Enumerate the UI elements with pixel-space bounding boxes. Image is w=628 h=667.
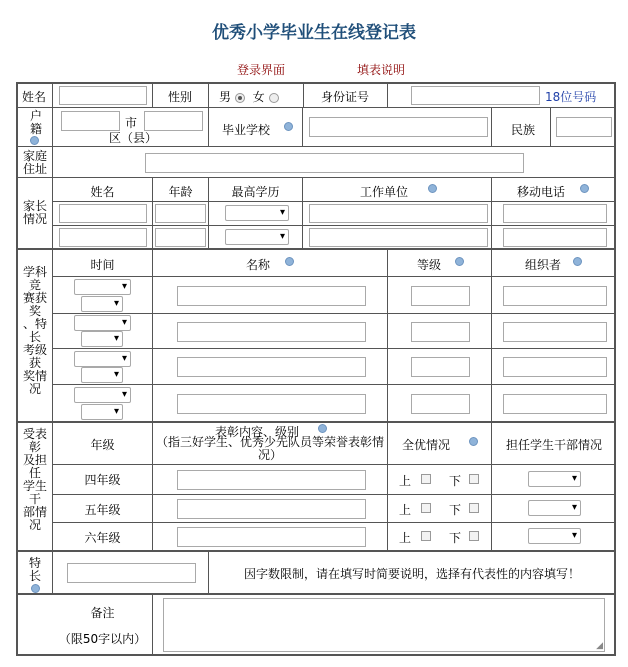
grade6-down-checkbox[interactable] [469,531,479,541]
award1-level-input[interactable] [411,286,470,306]
parent1-mobile-input[interactable] [503,204,607,223]
parent-mobile-header: 移动电话 [517,185,566,199]
workplace-info-icon[interactable] [428,184,437,193]
huji-city-input[interactable] [61,111,120,131]
award2-month-select[interactable] [81,331,123,347]
remarks-textarea[interactable] [163,598,605,652]
award2-year-select[interactable] [74,315,131,331]
remarks-limit: （限50字以内） [58,632,147,646]
specialty-notice: 因字数限制，请在填写时简要说明，选择有代表性的内容填写！ [244,567,581,581]
award3-year-select[interactable] [74,351,131,367]
page-title: 优秀小学毕业生在线登记表 [212,23,416,43]
parent2-workplace-input[interactable] [309,228,488,247]
grade4-honor-input[interactable] [177,470,366,490]
grade6-honor-input[interactable] [177,527,366,547]
award-level-info-icon[interactable] [455,257,464,266]
award2-name-input[interactable] [177,322,366,342]
award-organizer-header: 组织者 [525,258,562,272]
parent1-education-select[interactable] [225,205,289,221]
parent1-age-input[interactable] [155,204,206,223]
excellence-header: 全优情况 [402,438,451,452]
huji-info-icon[interactable] [30,136,39,145]
resize-handle-icon[interactable]: ◢ [596,641,603,651]
award-organizer-info-icon[interactable] [573,257,582,266]
parent-name-header: 姓名 [90,185,115,199]
parent1-workplace-input[interactable] [309,204,488,223]
specialty-input[interactable] [67,563,196,583]
id-number-input[interactable] [411,86,540,105]
excellence-info-icon[interactable] [469,437,478,446]
parent2-name-input[interactable] [59,228,147,247]
award-level-header: 等级 [417,258,442,272]
parent2-age-input[interactable] [155,228,206,247]
parent-education-header: 最高学历 [231,185,280,199]
ethnicity-input[interactable] [556,117,612,137]
honor-content-info-icon[interactable] [318,424,327,433]
honor-content-header: 表彰内容、级别 [215,425,300,439]
school-label: 毕业学校 [222,123,271,137]
address-input[interactable] [145,153,524,173]
specialty-info-icon[interactable] [31,584,40,593]
instructions-link[interactable]: 填表说明 [357,63,406,77]
gender-label: 性别 [168,90,193,104]
parent-age-header: 年龄 [168,185,193,199]
award-name-header: 名称 [246,258,271,272]
award1-organizer-input[interactable] [503,286,607,306]
award4-name-input[interactable] [177,394,366,414]
grade5-up-checkbox[interactable] [421,503,431,513]
term-up-label: 上 [399,474,412,488]
grade-label: 六年级 [84,531,121,545]
award3-organizer-input[interactable] [503,357,607,377]
award3-name-input[interactable] [177,357,366,377]
awards-section-label: 学科 竞 赛获 奖 、特 长 考级 获 奖情 况 [22,265,47,396]
award3-level-input[interactable] [411,357,470,377]
parents-section-label: 家长 情况 [22,199,47,226]
award1-year-select[interactable] [74,279,131,295]
grade5-honor-input[interactable] [177,499,366,519]
male-radio[interactable] [235,93,245,103]
specialty-label: 特 长 [28,556,41,583]
remarks-label: 备注 [90,606,115,620]
term-down-label: 下 [449,531,462,545]
id-hint: 18位号码 [545,90,597,104]
id-number-label: 身份证号 [321,90,370,104]
name-label: 姓名 [22,90,47,104]
district-label: 区（县） [109,131,158,145]
grade6-up-checkbox[interactable] [421,531,431,541]
huji-district-input[interactable] [144,111,203,131]
term-up-label: 上 [399,531,412,545]
term-up-label: 上 [399,503,412,517]
award2-level-input[interactable] [411,322,470,342]
school-info-icon[interactable] [284,122,293,131]
grade5-cadre-select[interactable] [528,500,581,516]
cadre-header: 担任学生干部情况 [506,438,603,452]
grade4-up-checkbox[interactable] [421,474,431,484]
address-label: 家庭 住址 [22,149,47,176]
award3-month-select[interactable] [81,367,123,383]
parent2-education-select[interactable] [225,229,289,245]
female-label: 女 [252,90,265,104]
term-down-label: 下 [449,503,462,517]
city-label: 市 [125,116,138,130]
award2-organizer-input[interactable] [503,322,607,342]
term-down-label: 下 [449,474,462,488]
gender-radio-group [219,88,279,105]
award1-name-input[interactable] [177,286,366,306]
honor-grade-header: 年级 [90,438,115,452]
grade-label: 四年级 [84,473,121,487]
school-input[interactable] [309,117,488,137]
honors-section-label: 受表 彰 及担 任 学生 干 部情 况 [22,427,47,532]
award4-level-input[interactable] [411,394,470,414]
award1-month-select[interactable] [81,296,123,312]
parent2-mobile-input[interactable] [503,228,607,247]
award-name-info-icon[interactable] [285,257,294,266]
award4-year-select[interactable] [74,387,131,403]
honor-content-note: （指三好学生、优秀少先队员等荣誉表彰情况） [156,435,385,462]
award4-organizer-input[interactable] [503,394,607,414]
grade4-cadre-select[interactable] [528,471,581,487]
grade5-down-checkbox[interactable] [469,503,479,513]
male-label: 男 [219,90,232,104]
ethnicity-label: 民族 [511,123,536,137]
award4-month-select[interactable] [81,404,123,420]
huji-label: 户 籍 [29,109,42,136]
award-time-header: 时间 [90,258,115,272]
parent-workplace-header: 工作单位 [360,185,409,199]
grade4-down-checkbox[interactable] [469,474,479,484]
grade-label: 五年级 [84,503,121,517]
student-name-input[interactable] [59,86,147,105]
female-radio[interactable] [269,93,279,103]
login-link[interactable]: 登录界面 [237,63,286,77]
grade6-cadre-select[interactable] [528,528,581,544]
parent1-name-input[interactable] [59,204,147,223]
mobile-info-icon[interactable] [580,184,589,193]
